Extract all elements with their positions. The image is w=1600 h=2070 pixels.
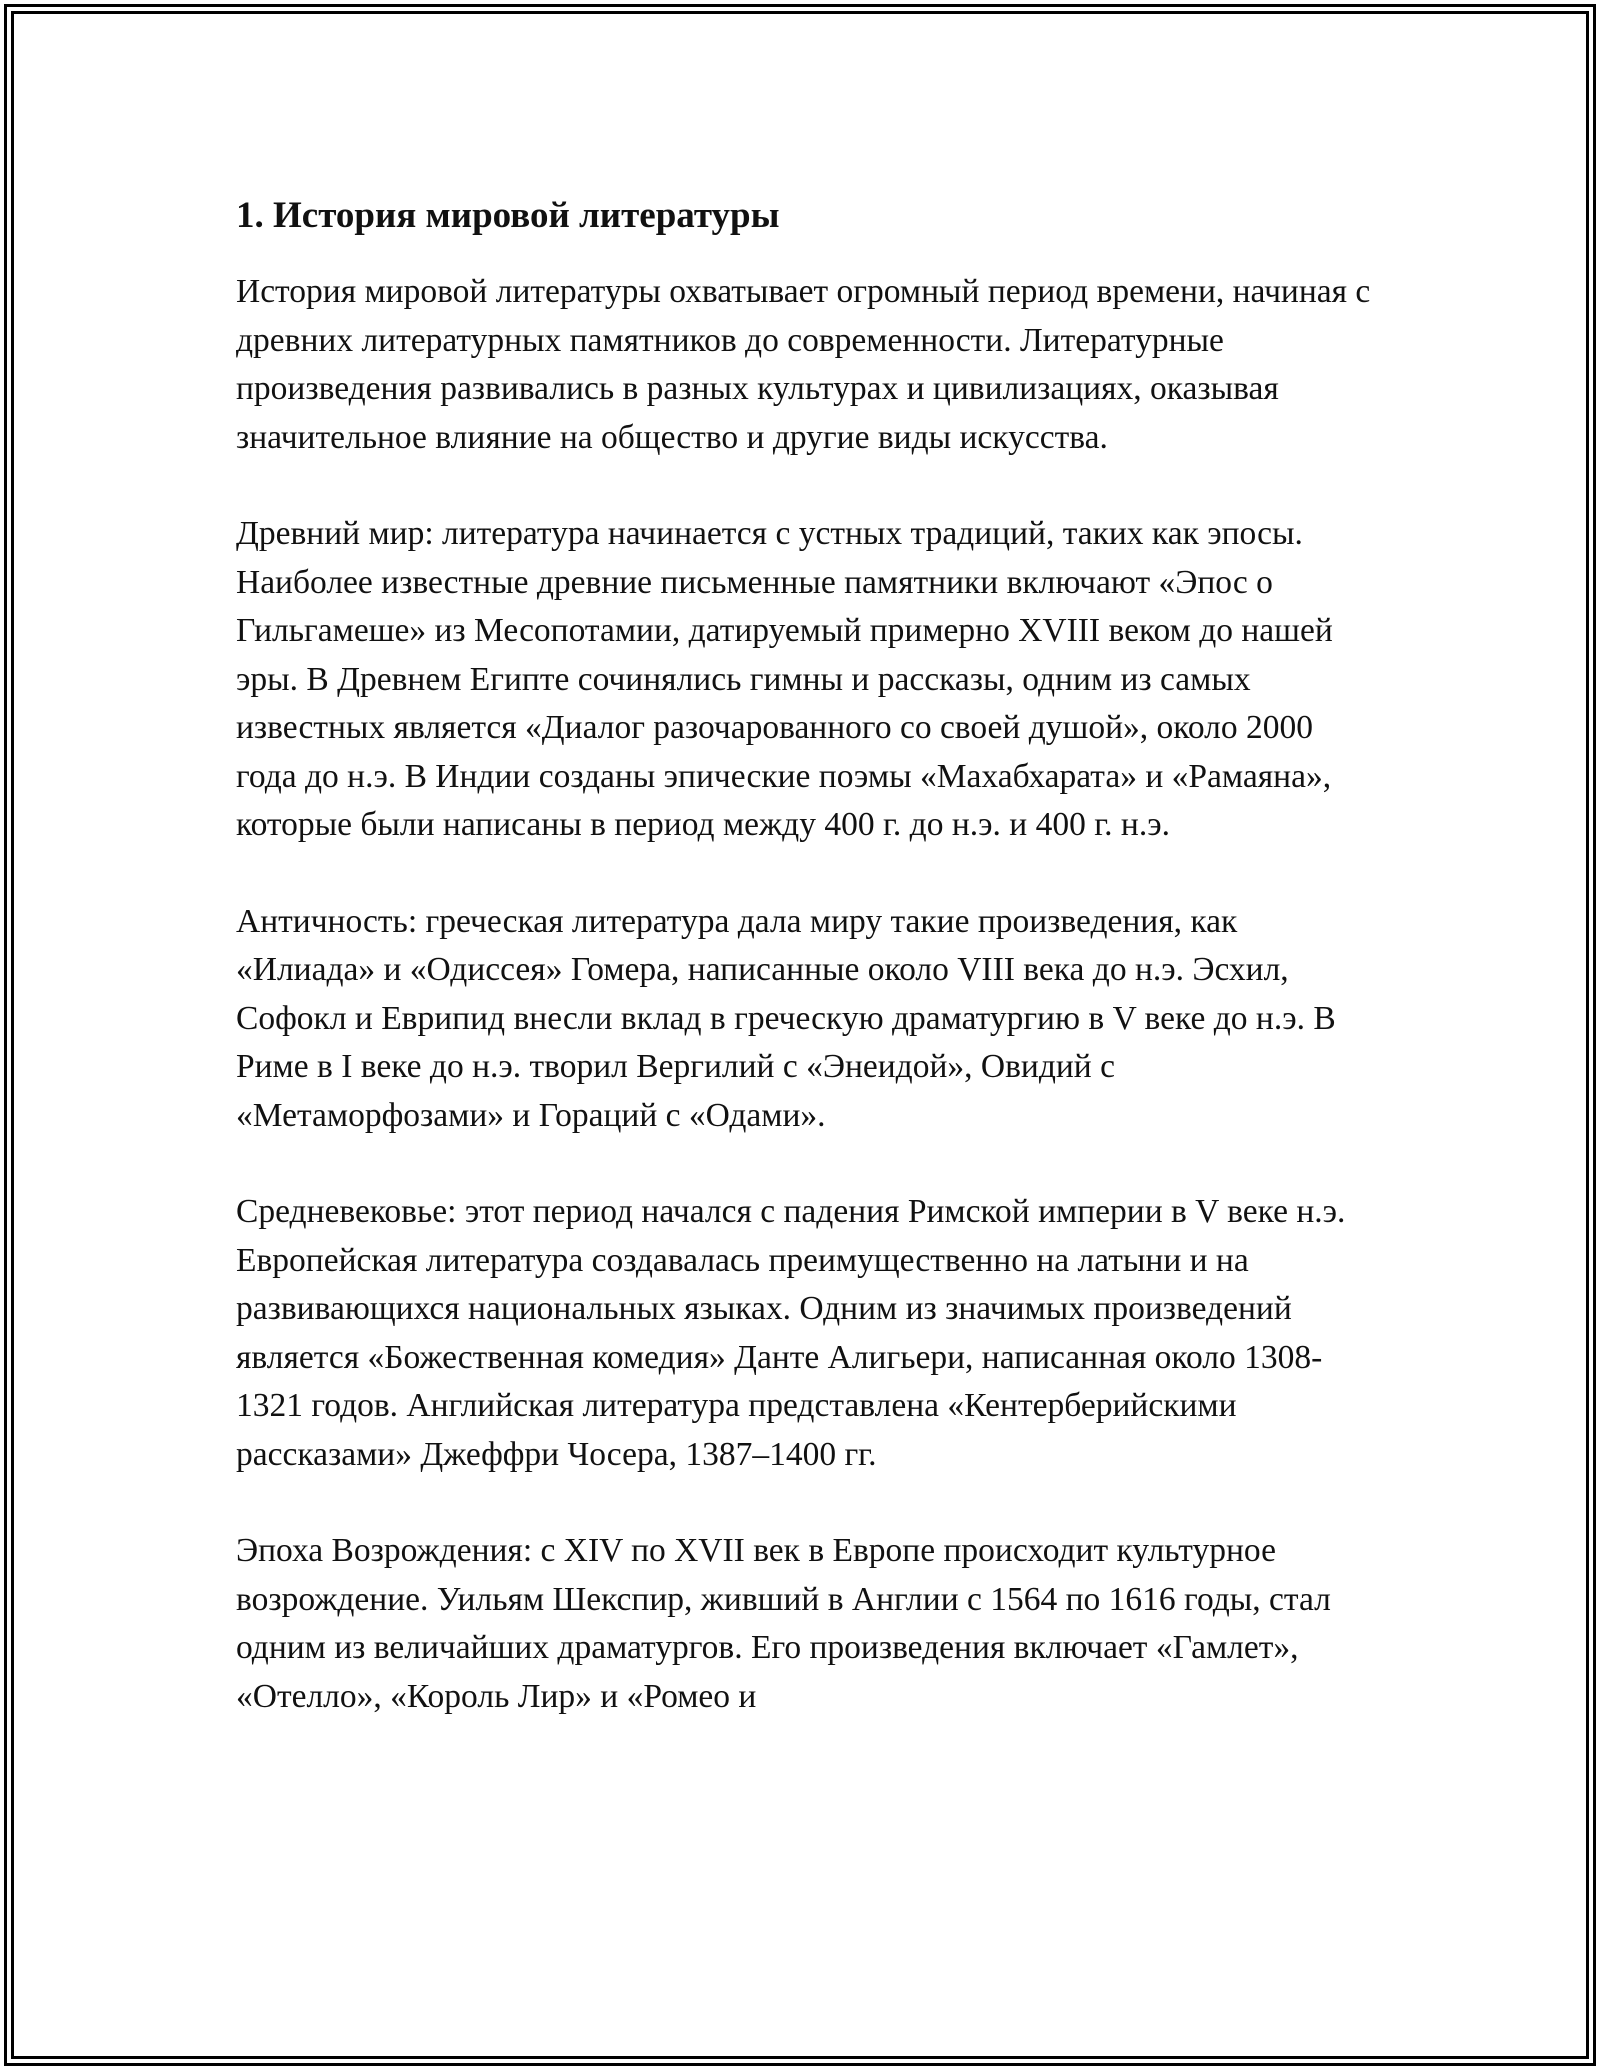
paragraph-ancient-world: Древний мир: литература начинается с устных традиций, таких как эпосы. Наиболее известные древние письменные памятники включают «Эпос о Гильгамеше» из Месопотамии, датируемый примерно XVIII веком до нашей эры. В Древнем Египте сочинялись гимны и рассказы, одним из самых известных является «Диалог разочарованного со своей душой», около 2000 года до н.э. В Индии созданы эпические поэмы «Махабхарата» и «Рамаяна», которые были написаны в период между 400 г. до н.э. и 400 г. н.э. [236,515,1333,843]
document-page [236,190,1376,1769]
section-heading: 1. История мировой литературы [236,195,780,236]
paragraph-renaissance: Эпоха Возрождения: с XIV по XVII век в Европе происходит культурное возрождение. Уильям Шекспир, живший в Англии с 1564 по 1616 годы, стал одним из величайших драматургов. Его произведения включает «Гамлет», «Отелло», «Король Лир» и «Ромео и [236,1532,1331,1715]
paragraph-intro: История мировой литературы охватывает огромный период времени, начиная с древних литературных памятников до современности. Литературные произведения развивались в разных культурах и цивилизациях, оказывая значительное влияние на общество и другие виды искусства. [236,273,1371,456]
paragraph-antiquity: Античность: греческая литература дала миру такие произведения, как «Илиада» и «Одиссея» Гомера, написанные около VIII века до н.э. Эсхил, Софокл и Еврипид внесли вклад в греческую драматургию в V веке до н.э. В Риме в I веке до н.э. творил Вергилий с «Энеидой», Овидий с «Метаморфозами» и Гораций с «Одами». [236,902,1336,1134]
paragraph-middle-ages: Средневековье: этот период начался с падения Римской империи в V веке н.э. Европейская литература создавалась преимущественно на латыни и на развивающихся национальных языках. Одним из значимых произведений является «Божественная комедия» Данте Алигьери, написанная около 1308-1321 годов. Английская литература представлена «Кентерберийскими рассказами» Джеффри Чосера, 1387–1400 гг. [236,1193,1346,1473]
